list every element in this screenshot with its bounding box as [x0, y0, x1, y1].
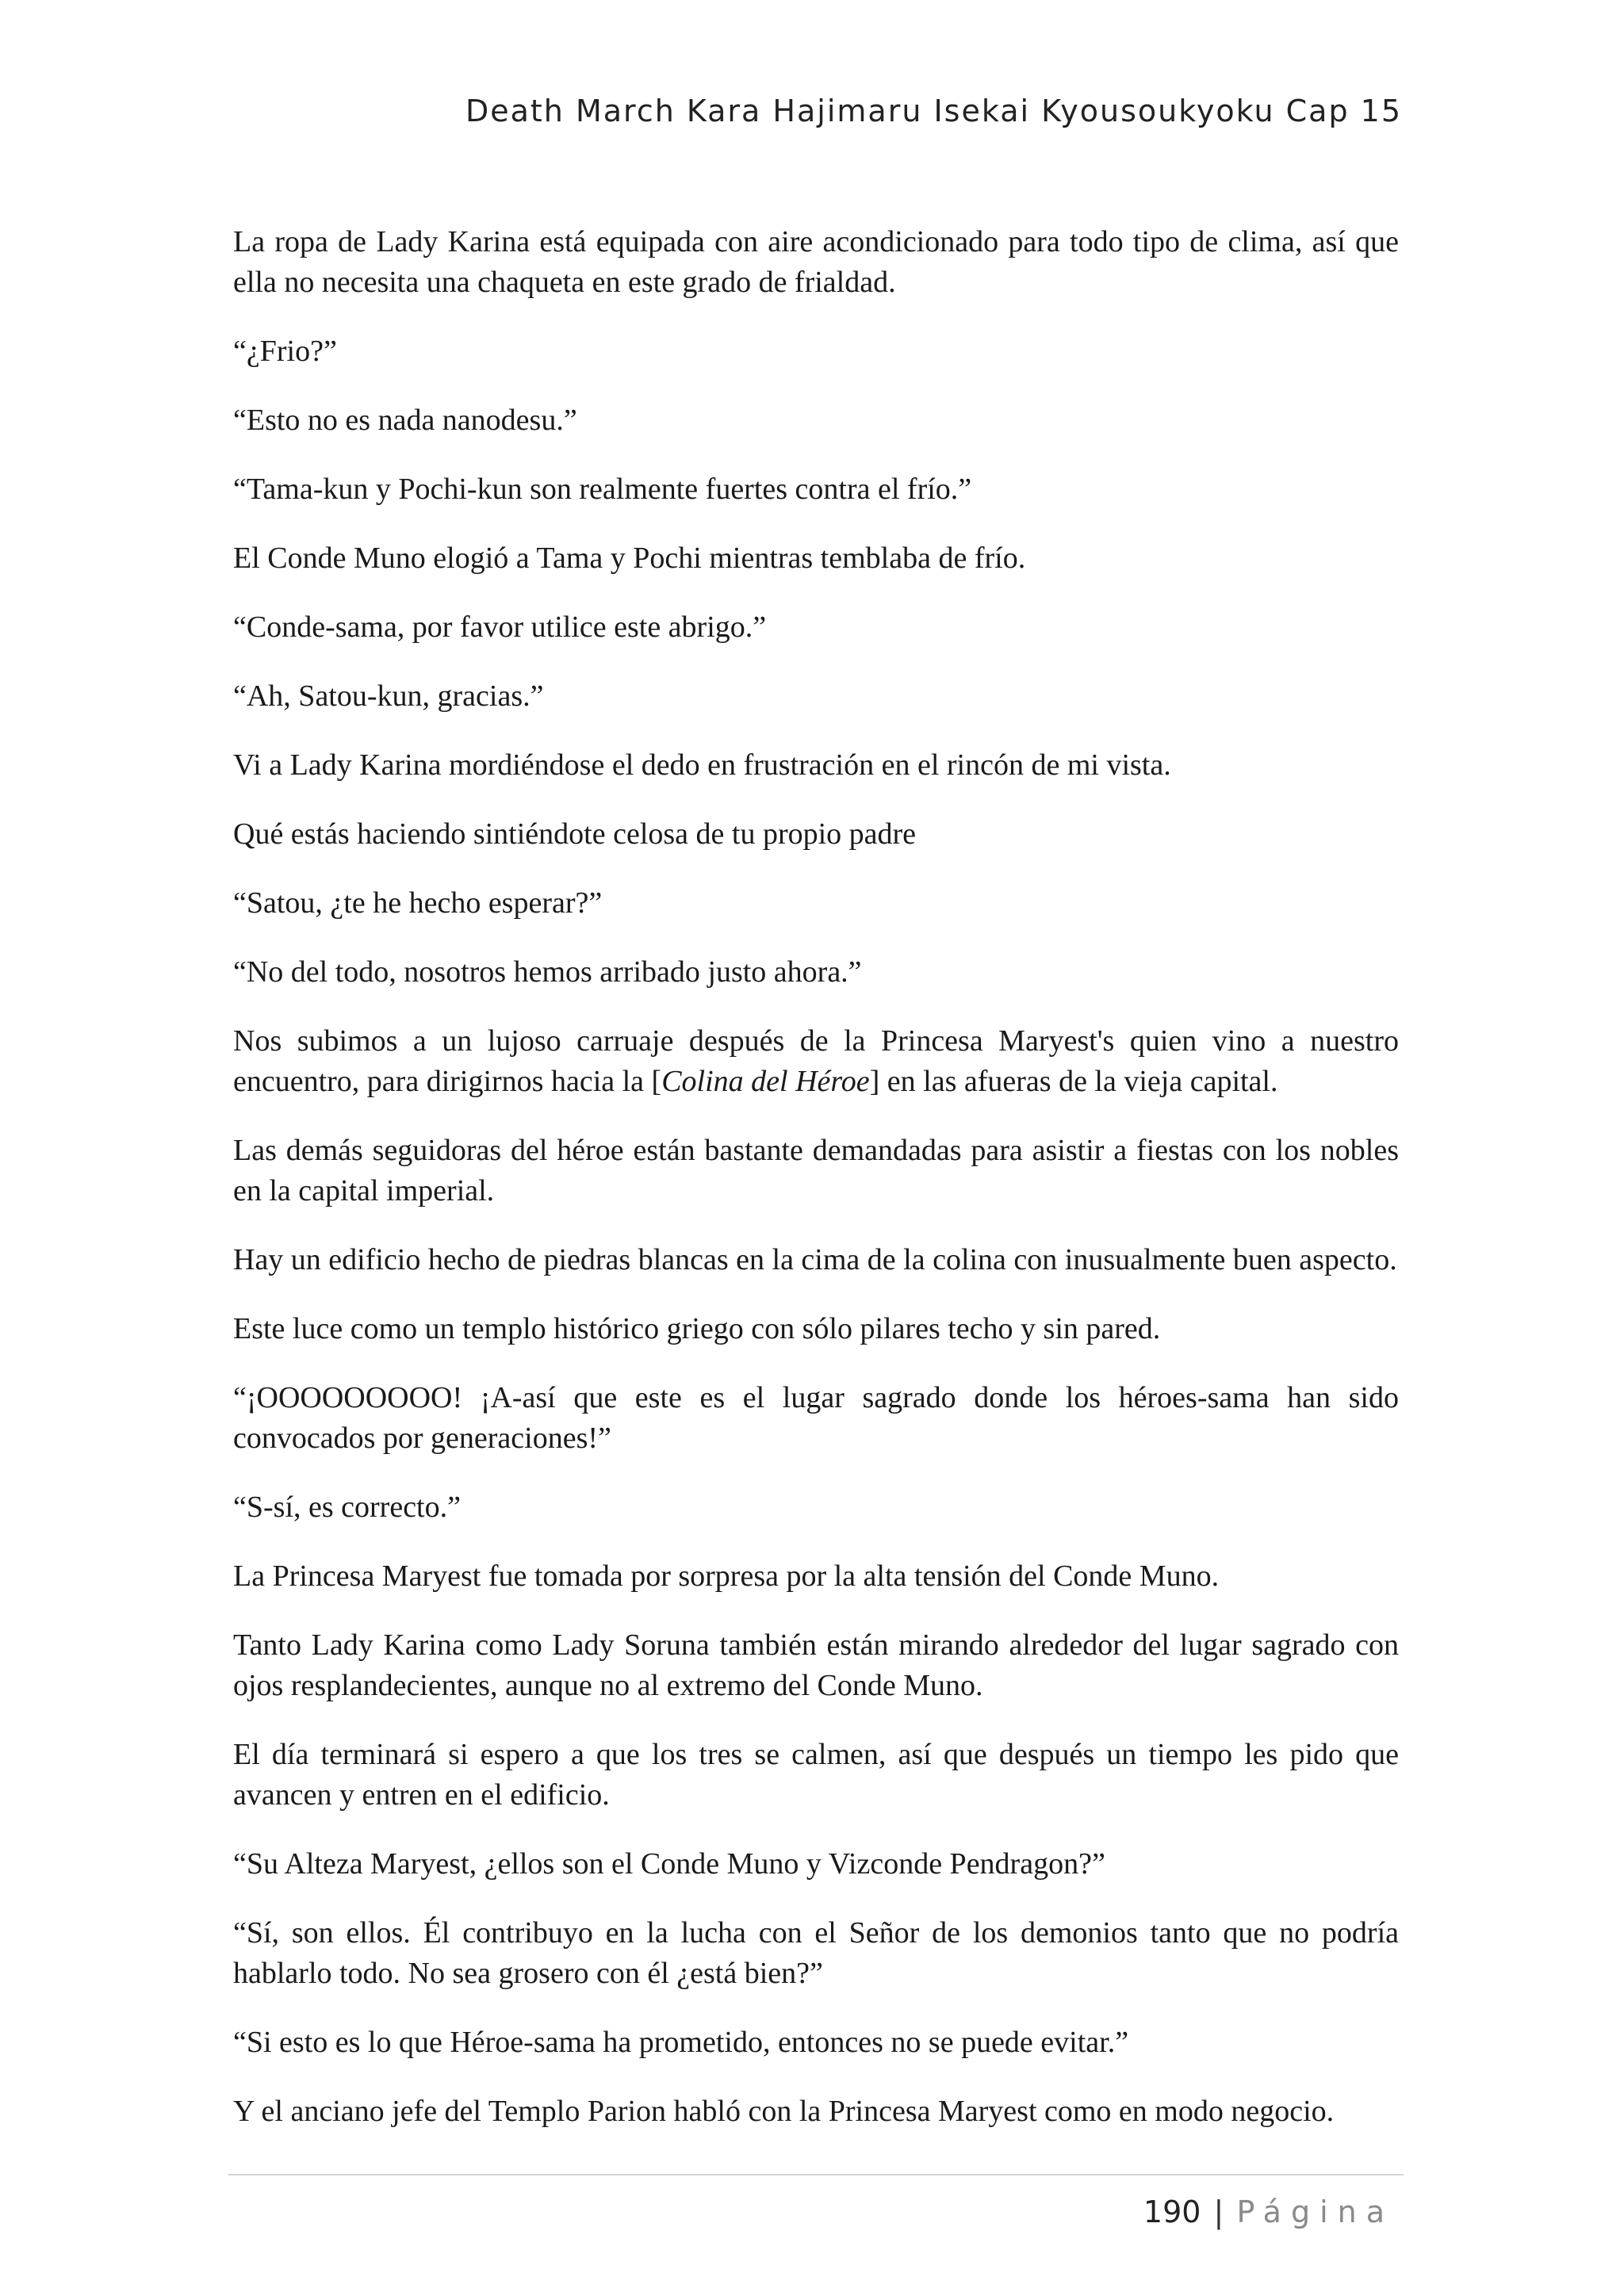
footer-divider	[228, 2174, 1404, 2175]
paragraph: Hay un edificio hecho de piedras blancas en la cima de la colina con inusualmente buen aspecto.	[233, 1243, 1397, 1276]
paragraph: Y el anciano jefe del Templo Parion habló con la Princesa Maryest como en modo negocio.	[233, 2095, 1335, 2128]
paragraph: “Ah, Satou-kun, gracias.”	[233, 679, 544, 713]
paragraph: “Esto no es nada nanodesu.”	[233, 404, 577, 437]
paragraph-text: Nos subimos a un lujoso carruaje después de la Princesa Maryest's quien vino a nuestro encuentro, para dirigirnos hacia la [	[233, 1024, 1399, 1098]
footer-separator: |	[1213, 2195, 1224, 2229]
paragraph: Vi a Lady Karina mordiéndose el dedo en frustración en el rincón de mi vista.	[233, 748, 1171, 782]
body-text	[233, 222, 1399, 2132]
page-footer	[1143, 2195, 1394, 2229]
paragraph: “¿Frio?”	[233, 335, 337, 368]
paragraph: “S-sí, es correcto.”	[233, 1490, 461, 1524]
page-label: Página	[1236, 2195, 1394, 2229]
paragraph: “Si esto es lo que Héroe-sama ha prometido, entonces no se puede evitar.”	[233, 2026, 1129, 2059]
paragraph: La Princesa Maryest fue tomada por sorpresa por la alta tensión del Conde Muno.	[233, 1559, 1220, 1593]
paragraph: Qué estás haciendo sintiéndote celosa de tu propio padre	[233, 817, 917, 851]
paragraph: Tanto Lady Karina como Lady Soruna también están mirando alrededor del lugar sagrado con ojos resplandecientes, aunque no al extremo del Conde Muno.	[233, 1628, 1399, 1702]
paragraph	[233, 1021, 1399, 1102]
page-number: 190	[1143, 2195, 1201, 2229]
place-name: Colina del Héroe	[661, 1065, 870, 1098]
paragraph: “No del todo, nosotros hemos arribado justo ahora.”	[233, 955, 862, 989]
paragraph: La ropa de Lady Karina está equipada con aire acondicionado para todo tipo de clima, así que ella no necesita una chaqueta en este grado de frialdad.	[233, 225, 1399, 299]
paragraph: “Tama-kun y Pochi-kun son realmente fuertes contra el frío.”	[233, 473, 972, 506]
running-header: Death March Kara Hajimaru Isekai Kyousoukyoku Cap 15	[465, 94, 1402, 128]
paragraph: El día terminará si espero a que los tres se calmen, así que después un tiempo les pido que avancen y entren en el edificio.	[233, 1738, 1399, 1812]
paragraph: “Sí, son ellos. Él contribuyo en la lucha con el Señor de los demonios tanto que no podría hablarlo todo. No sea grosero con él ¿está bien?”	[233, 1916, 1399, 1990]
paragraph: “¡OOOOOOOOO! ¡A-así que este es el lugar sagrado donde los héroes-sama han sido convocados por generaciones!”	[233, 1381, 1399, 1455]
paragraph: Este luce como un templo histórico griego con sólo pilares techo y sin pared.	[233, 1312, 1161, 1345]
paragraph: “Conde-sama, por favor utilice este abrigo.”	[233, 610, 767, 644]
paragraph: “Su Alteza Maryest, ¿ellos son el Conde Muno y Vizconde Pendragon?”	[233, 1847, 1105, 1881]
paragraph: El Conde Muno elogió a Tama y Pochi mientras temblaba de frío.	[233, 541, 1026, 575]
paragraph: Las demás seguidoras del héroe están bastante demandadas para asistir a fiestas con los nobles en la capital imperial.	[233, 1134, 1399, 1207]
paragraph-text: ] en las afueras de la vieja capital.	[869, 1065, 1278, 1098]
paragraph: “Satou, ¿te he hecho esperar?”	[233, 886, 603, 920]
